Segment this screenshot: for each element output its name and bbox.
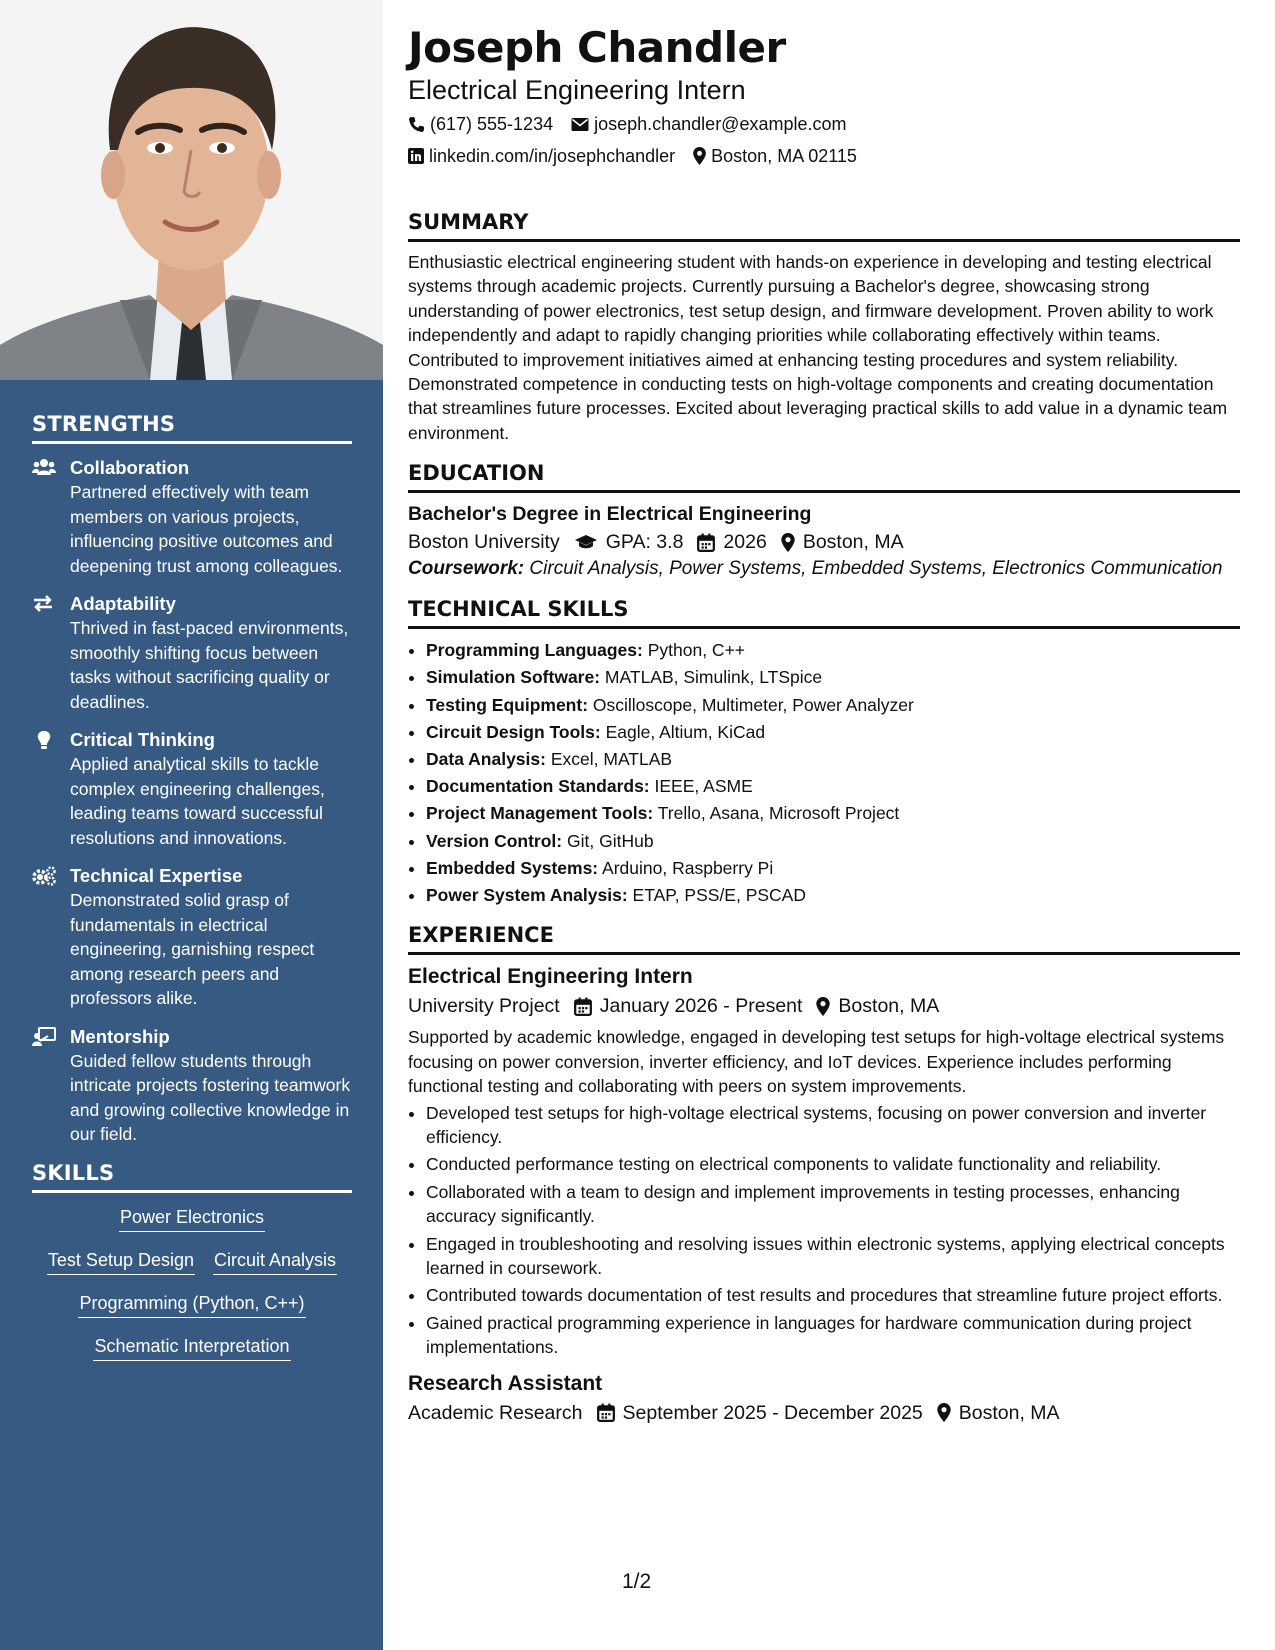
list-item: • Developed test setups for high-voltage electrical systems, focusing on power conversion and inverter efficiency. — [426, 1101, 1240, 1150]
skill-tag: Programming (Python, C++) — [78, 1291, 305, 1318]
graduation-year: 2026 — [723, 531, 767, 554]
users-icon — [32, 456, 70, 578]
map-pin-icon — [937, 1403, 951, 1422]
linkedin-icon — [408, 148, 424, 164]
skill-label: Programming Languages: — [426, 640, 643, 661]
gpa-text: GPA: 3.8 — [605, 531, 684, 554]
list-item — [426, 746, 1240, 773]
list-item — [426, 882, 1240, 909]
skill-tags — [32, 1205, 352, 1361]
strengths-heading: STRENGTHS — [32, 412, 352, 444]
skill-value: Trello, Asana, Microsoft Project — [657, 803, 900, 824]
list-item: • Engaged in troubleshooting and resolving issues within electronic systems, applying electrical concepts learned in coursework. — [426, 1232, 1240, 1281]
skill-label: Version Control: — [426, 830, 563, 851]
strength-item — [32, 864, 352, 1011]
page-number: 1/2 — [622, 1570, 652, 1593]
contact-row — [408, 140, 1240, 172]
skill-label: Testing Equipment: — [426, 694, 589, 715]
strength-desc: Partnered effectively with team members on various projects, influencing positive outcomes and deepening trust among colleagues. — [70, 482, 343, 576]
strength-item — [32, 456, 352, 578]
strength-title: Technical Expertise — [70, 865, 243, 886]
list-item — [426, 800, 1240, 827]
chalkboard-teacher-icon — [32, 1025, 70, 1147]
calendar-icon — [697, 533, 715, 552]
skill-value: Oscilloscope, Multimeter, Power Analyzer — [592, 694, 914, 715]
job-org: University Project — [408, 995, 560, 1018]
main-content — [408, 22, 1240, 1428]
job-meta — [408, 991, 1240, 1021]
lightbulb-icon — [32, 728, 70, 850]
skill-value: Git, GitHub — [567, 830, 654, 851]
skill-value: Python, C++ — [647, 640, 746, 661]
job-dates: January 2026 - Present — [599, 995, 803, 1018]
skill-value: MATLAB, Simulink, LTSpice — [604, 667, 823, 688]
arrows-swap-icon — [32, 592, 70, 714]
strength-title: Critical Thinking — [70, 729, 215, 750]
phone-text: (617) 555-1234 — [430, 114, 554, 134]
list-item: • Collaborated with a team to design and implement improvements in testing processes, enhancing accuracy significantly. — [426, 1180, 1240, 1229]
list-item — [426, 692, 1240, 719]
list-item — [426, 664, 1240, 691]
skill-value: Arduino, Raspberry Pi — [602, 857, 774, 878]
strength-title: Mentorship — [70, 1025, 170, 1047]
skill-label: Documentation Standards: — [426, 776, 650, 797]
calendar-icon — [574, 997, 592, 1016]
linkedin-link[interactable]: linkedin.com/in/josephchandler — [429, 146, 676, 166]
list-item: • Gained practical programming experience in languages for hardware communication during project implementations. — [426, 1311, 1240, 1360]
job-dates: September 2025 - December 2025 — [622, 1401, 923, 1424]
contact-row — [408, 108, 1240, 140]
experience-heading: EXPERIENCE — [408, 923, 1240, 955]
job-location: Boston, MA — [958, 1401, 1060, 1424]
graduation-cap-icon — [574, 533, 598, 551]
location-text: Boston, MA 02115 — [711, 146, 857, 166]
job-org: Academic Research — [408, 1401, 583, 1424]
skill-label: Data Analysis: — [426, 749, 546, 770]
job-bullets — [408, 1101, 1240, 1360]
summary-heading: SUMMARY — [408, 210, 1240, 242]
strength-item — [32, 592, 352, 714]
sidebar — [0, 0, 383, 1650]
strength-desc: Guided fellow students through intricate projects fostering teamwork and growing collective knowledge in our field. — [70, 1050, 351, 1144]
map-pin-icon — [781, 533, 795, 552]
map-pin-icon — [816, 997, 830, 1016]
job-entry — [408, 963, 1240, 1359]
skill-value: ETAP, PSS/E, PSCAD — [632, 885, 806, 906]
strength-desc: Thrived in fast-paced environments, smoothly shifting focus between tasks without sacrificing quality or deadlines. — [70, 618, 349, 712]
calendar-icon — [597, 1403, 615, 1422]
gears-icon — [32, 864, 70, 1011]
job-description: Supported by academic knowledge, engaged in developing test setups for high-voltage electrical systems focusing on power conversion, inverter efficiency, and IoT devices. Experience includes performing functional testing and collaborating with peers on system improvements. — [408, 1027, 1225, 1097]
coursework — [408, 557, 1240, 581]
technical-skills-heading: TECHNICAL SKILLS — [408, 597, 1240, 629]
list-item — [426, 637, 1240, 664]
skill-label: Simulation Software: — [426, 667, 601, 688]
education-meta — [408, 527, 1240, 557]
skill-value: Eagle, Altium, KiCad — [605, 721, 766, 742]
skill-value: Excel, MATLAB — [550, 749, 673, 770]
envelope-icon — [571, 117, 589, 132]
list-item: • Conducted performance testing on electrical components to validate functionality and reliability. — [426, 1152, 1240, 1176]
skill-label: Project Management Tools: — [426, 803, 654, 824]
job-meta — [408, 1398, 1240, 1428]
skill-label: Circuit Design Tools: — [426, 721, 601, 742]
technical-skills-list — [408, 637, 1240, 909]
school-name: Boston University — [408, 531, 560, 554]
strength-desc: Applied analytical skills to tackle complex engineering challenges, leading teams toward successful resolutions and innovations. — [70, 754, 325, 848]
education-heading: EDUCATION — [408, 461, 1240, 493]
sidebar-content — [32, 412, 352, 1377]
skill-tag: Schematic Interpretation — [93, 1334, 290, 1361]
skill-tag: Circuit Analysis — [213, 1248, 337, 1275]
skill-tag: Power Electronics — [119, 1205, 265, 1232]
map-pin-icon — [693, 147, 706, 165]
profile-photo-illustration — [0, 0, 383, 380]
strength-title: Adaptability — [70, 593, 176, 614]
strength-title: Collaboration — [70, 457, 190, 478]
skills-heading: SKILLS — [32, 1161, 352, 1193]
job-location: Boston, MA — [838, 995, 940, 1018]
candidate-name: Joseph Chandler — [408, 23, 786, 72]
job-title: Electrical Engineering Intern — [408, 965, 693, 989]
profile-photo — [0, 0, 383, 380]
email-link[interactable]: joseph.chandler@example.com — [594, 114, 847, 134]
list-item: • Contributed towards documentation of test results and procedures that streamline future project efforts. — [426, 1283, 1240, 1307]
skill-value: IEEE, ASME — [654, 776, 753, 797]
strength-desc: Demonstrated solid grasp of fundamentals in electrical engineering, garnishing respect among research peers and professors alike. — [70, 890, 315, 1008]
candidate-role: Electrical Engineering Intern — [408, 75, 746, 105]
skill-label: Power System Analysis: — [426, 885, 628, 906]
degree-title: Bachelor's Degree in Electrical Engineering — [408, 503, 812, 526]
strength-item — [32, 728, 352, 850]
list-item — [426, 855, 1240, 882]
job-title: Research Assistant — [408, 1371, 603, 1395]
coursework-label: Coursework: — [408, 558, 525, 580]
phone-icon — [408, 116, 425, 133]
skill-tag: Test Setup Design — [47, 1248, 195, 1275]
coursework-list: Circuit Analysis, Power Systems, Embedded Systems, Electronics Communication — [529, 558, 1223, 580]
skill-label: Embedded Systems: — [426, 857, 599, 878]
list-item — [426, 828, 1240, 855]
list-item — [426, 719, 1240, 746]
list-item — [426, 773, 1240, 800]
job-entry — [408, 1370, 1240, 1428]
summary-text: Enthusiastic electrical engineering student with hands-on experience in developing and testing electrical systems through academic projects. Currently pursuing a Bachelor's degree, showcasing strong understanding of power electronics, test setup design, and firmware development. Proven ability to work independently and adapt to rapidly changing priorities while collaborating effectively within teams. Contributed to improvement initiatives aimed at enhancing testing procedures and system reliability. Demonstrated competence in conducting tests on high-voltage components and creating documentation that streamlines future processes. Excited about leveraging practical skills to add value in a dynamic team environment. — [408, 252, 1228, 443]
strength-item — [32, 1025, 352, 1147]
education-location: Boston, MA — [802, 531, 904, 554]
